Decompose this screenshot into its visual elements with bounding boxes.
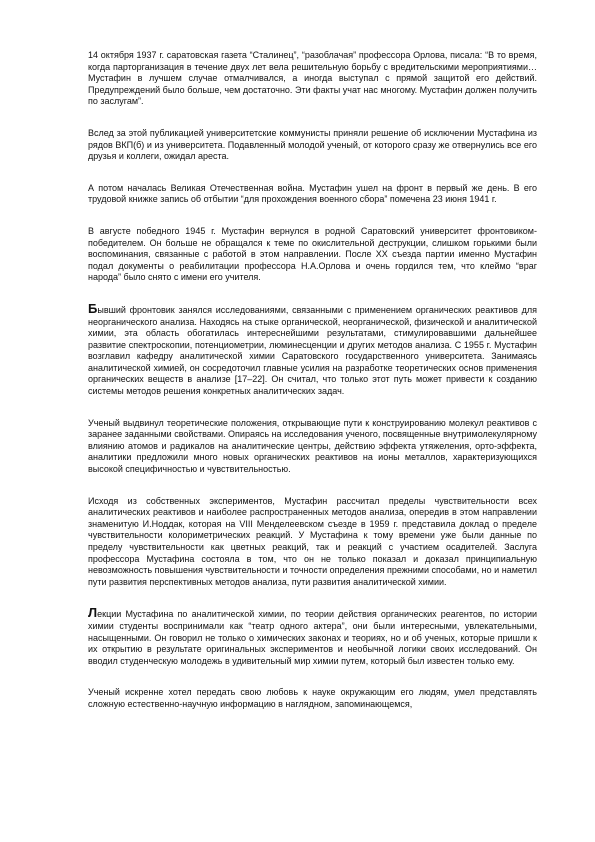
paragraph-love-of-science: Ученый искренне хотел передать свою любовь к науке окружающим его людям, умел представлять сложную естественно-научную информацию в наглядном, запоминающемся, (88, 687, 537, 709)
paragraph-sensitivity: Исходя из собственных экспериментов, Мустафин рассчитал пределы чувствительности всех аналитических реактивов и наиболее распространенных методов анализа, опередив в этом направлении знаменитую И.Ноддак, которая на VIII Менделеевском съезде в 1959 г. представила доклад о пределе чувствительности колориметрических реакций. У Мустафина к тому времени уже были данные по пределу чувствительности как цветных реакций, так и реакций с участием осадителей. Заслуга профессора Мустафина состояла в том, что он не только показал и доказал принципиальную невозможность повышения чувствительности и точности определения прежними способами, но и наметил пути развития перспективных методов анализа, пути развития аналитической химии. (88, 495, 537, 587)
paragraph-stalinets-quote: 14 октября 1937 г. саратовская газета “Сталинец”, “разоблачая” профессора Орлова, писала: “В то время, когда парторганизация в течение двух лет вела решительную борьбу с вредительскими мероприятиями… Мустафин в лучшем случае отмалчивался, а иногда выступал с прямой защитой его действий. Предупреждений было больше, чем достаточно. Эти факты учат нас многому. Мустафин должен получить по заслугам”. (88, 50, 537, 107)
paragraph-research: Бывший фронтовик занялся исследованиями, связанными с применением органических реактивов для неорганического анализа. Находясь на стыке органической, неорганической, физической и аналитической химии, эта область обогатилась интереснейшими результатами, стимулировавшими дальнейшее развитие спектроскопии, потенциометрии, люминесценции и других методов анализа. С 1955 г. Мустафин возглавил кафедру аналитической химии Саратовского государственного университета. Занимаясь аналитической химией, он сосредоточил главные усилия на разработке теоретических основ применения органических веществ в анализе [17–22]. Он считал, что только этот путь может привести к созданию системы методов решения конкретных аналитических задач. (88, 300, 537, 397)
paragraph-lectures: Лекции Мустафина по аналитической химии, по теории действия органических реагентов, по истории химии студенты воспринимали как “театр одного актера”, они были интересными, увлекательными, насыщенными. Он говорил не только о химических законах и теориях, но и об ученых, которые пришли к их открытию в результате оригинальных экспериментов и необычной логики своих исследований. Он вводил студенческую молодежь в удивительный мир химии путем, который был известен только ему. (88, 605, 537, 666)
paragraph-expulsion: Вслед за этой публикацией университетские коммунисты приняли решение об исключении Мустафина из рядов ВКП(б) и из университета. Подавленный молодой ученый, от которого сразу же отвернулись все его друзья и коллеги, ожидал ареста. (88, 127, 537, 162)
initial-letter: Л (88, 605, 98, 621)
initial-letter: Б (88, 300, 98, 316)
paragraph-theory: Ученый выдвинул теоретические положения, открывающие пути к конструированию молекул реактивов с заранее заданными свойствами. Опираясь на исследования ученого, посвященные внутримолекулярному влиянию атомов и радикалов на аналитические центры, действию эффекта утяжеления, орто-эффекта, аналитики предложили много новых органических реактивов на ионы металлов, характеризующихся высокой специфичностью и чувствительностью. (88, 417, 537, 475)
paragraph-return-1945: В августе победного 1945 г. Мустафин вернулся в родной Саратовский университет фронтовиком-победителем. Он больше не обращался к теме по окислительной деструкции, слишком горькими были воспоминания, связанные с работой в этом направлении. После XX съезда партии именно Мустафин подал документы о реабилитации профессора Н.А.Орлова и очень гордился тем, что клеймо “враг народа” было снято с имени его учителя. (88, 225, 537, 283)
paragraph-war: А потом началась Великая Отечественная война. Мустафин ушел на фронт в первый же день. В его трудовой книжке запись об отбытии “для прохождения военного сбора” помечена 23 июня 1941 г. (88, 182, 537, 205)
